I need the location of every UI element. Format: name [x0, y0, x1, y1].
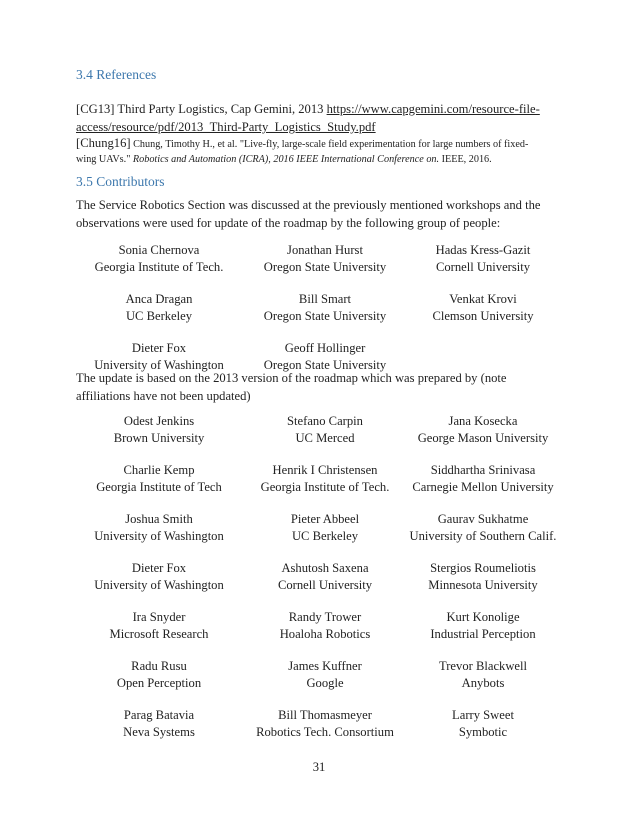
contributor	[408, 658, 558, 692]
reference-venue: Robotics and Automation (ICRA), 2016 IEEE International Conference on.	[132, 154, 440, 165]
contributor-affiliation: UC Merced	[295, 431, 355, 445]
contributor-affiliation: Oregon State University	[263, 260, 387, 274]
contributor-affiliation: Robotics Tech. Consortium	[256, 725, 394, 739]
page-number: 31	[312, 760, 326, 774]
reference-chung16	[76, 136, 546, 167]
contributors-heading: 3.5 Contributors	[76, 174, 165, 189]
contributor	[76, 707, 242, 741]
contributor-name: Ashutosh Saxena	[281, 561, 369, 575]
contributor-affiliation: Oregon State University	[263, 309, 387, 323]
contributor	[76, 242, 242, 276]
contributor-affiliation: Clemson University	[432, 309, 534, 323]
contributor	[76, 511, 242, 545]
contributor	[408, 291, 558, 325]
contributor-name: Trevor Blackwell	[438, 659, 528, 673]
contributor-name: Dieter Fox	[131, 341, 187, 355]
contributor-name: Ira Snyder	[132, 610, 186, 624]
contributor-name: Henrik I Christensen	[272, 463, 378, 477]
contributor-affiliation: George Mason University	[417, 431, 549, 445]
contributor-name: Bill Thomasmeyer	[278, 708, 372, 722]
contributor-affiliation: Oregon State University	[263, 358, 387, 372]
update-note: The update is based on the 2013 version of the roadmap which was prepared by (note affiliations have not been updated)	[76, 371, 507, 403]
contributor	[408, 242, 558, 276]
reference-link[interactable]: https://www.capgemini.com/resource-file-access/resource/pdf/2013_Third-Party_Logistics_Study.pdf	[76, 102, 540, 134]
contributor-affiliation: Brown University	[113, 431, 205, 445]
contributor	[76, 413, 242, 447]
contributor-affiliation: Georgia Institute of Tech.	[94, 260, 224, 274]
contributor-affiliation: Georgia Institute of Tech	[96, 480, 222, 494]
contributor	[408, 462, 558, 496]
contributor-name: Stergios Roumeliotis	[430, 561, 536, 575]
contributor	[76, 609, 242, 643]
contributor	[242, 560, 408, 594]
contributor-name: Jonathan Hurst	[287, 243, 363, 257]
contributor-name: Larry Sweet	[452, 708, 514, 722]
reference-label: [CG13]	[76, 102, 115, 116]
contributor-name: Geoff Hollinger	[284, 341, 366, 355]
contributor	[242, 609, 408, 643]
contributor-affiliation: UC Berkeley	[125, 309, 193, 323]
contributor	[242, 511, 408, 545]
contributor-name: Jana Kosecka	[448, 414, 518, 428]
contributor-name: Odest Jenkins	[123, 414, 195, 428]
contributor-affiliation: University of Washington	[94, 578, 224, 592]
contributor-affiliation: University of Southern Calif.	[409, 529, 557, 543]
contributor	[242, 462, 408, 496]
contributor	[408, 413, 558, 447]
contributors-intro: The Service Robotics Section was discussed at the previously mentioned workshops and the observations were used for update of the roadmap by the following group of people:	[76, 198, 541, 230]
contributor	[76, 462, 242, 496]
contributor-name: Parag Batavia	[123, 708, 195, 722]
contributor	[76, 560, 242, 594]
contributor-affiliation: Minnesota University	[428, 578, 538, 592]
contributor-affiliation: Cornell University	[277, 578, 373, 592]
contributor-affiliation: Hoaloha Robotics	[279, 627, 371, 641]
contributor-name: Siddhartha Srinivasa	[430, 463, 536, 477]
contributor	[76, 291, 242, 325]
reference-label: [Chung16]	[76, 136, 131, 150]
contributor-name: Bill Smart	[298, 292, 352, 306]
contributor	[242, 707, 408, 741]
contributor-affiliation: Industrial Perception	[430, 627, 536, 641]
contributor	[242, 291, 408, 325]
contributor	[408, 609, 558, 643]
contributor-affiliation: University of Washington	[94, 358, 224, 372]
contributor	[76, 658, 242, 692]
contributor-affiliation: University of Washington	[94, 529, 224, 543]
reference-publisher: IEEE, 2016.	[441, 154, 492, 165]
contributor-name: Stefano Carpin	[287, 414, 363, 428]
reference-text: Chung, Timothy H., et al. "Live-fly, large-scale field experimentation for large numbers of fixed-wing UAVs."	[76, 139, 529, 165]
contributor-name: Charlie Kemp	[123, 463, 195, 477]
contributor	[408, 707, 558, 741]
contributor-name: Randy Trower	[288, 610, 362, 624]
contributor-name: Radu Rusu	[131, 659, 187, 673]
contributor-name: Venkat Krovi	[449, 292, 517, 306]
contributor-affiliation: UC Berkeley	[291, 529, 359, 543]
contributor-affiliation: Open Perception	[116, 676, 202, 690]
previous-contributors-grid	[76, 413, 558, 741]
contributor-affiliation: Symbotic	[458, 725, 508, 739]
references-heading: 3.4 References	[76, 67, 157, 82]
contributor-name: Kurt Konolige	[446, 610, 520, 624]
contributor-name: James Kuffner	[288, 659, 362, 673]
contributor-affiliation: Google	[306, 676, 344, 690]
contributor	[408, 560, 558, 594]
contributor-name: Pieter Abbeel	[290, 512, 360, 526]
contributor-affiliation: Neva Systems	[123, 725, 195, 739]
contributor-name: Joshua Smith	[125, 512, 193, 526]
contributor-affiliation: Georgia Institute of Tech.	[260, 480, 390, 494]
contributor-affiliation: Carnegie Mellon University	[412, 480, 554, 494]
contributor-affiliation: Microsoft Research	[109, 627, 209, 641]
contributor-name: Anca Dragan	[125, 292, 193, 306]
contributor	[242, 413, 408, 447]
reference-text: Third Party Logistics, Cap Gemini, 2013	[117, 102, 324, 116]
contributor	[242, 242, 408, 276]
contributor-name: Dieter Fox	[131, 561, 187, 575]
reference-cg13	[76, 100, 546, 136]
contributor-affiliation: Anybots	[461, 676, 505, 690]
contributor	[408, 511, 558, 545]
contributor-affiliation: Cornell University	[435, 260, 531, 274]
contributor-name: Gaurav Sukhatme	[437, 512, 529, 526]
contributor-name: Hadas Kress-Gazit	[435, 243, 531, 257]
contributor-name: Sonia Chernova	[118, 243, 200, 257]
current-contributors-grid	[76, 242, 558, 374]
contributor	[242, 658, 408, 692]
